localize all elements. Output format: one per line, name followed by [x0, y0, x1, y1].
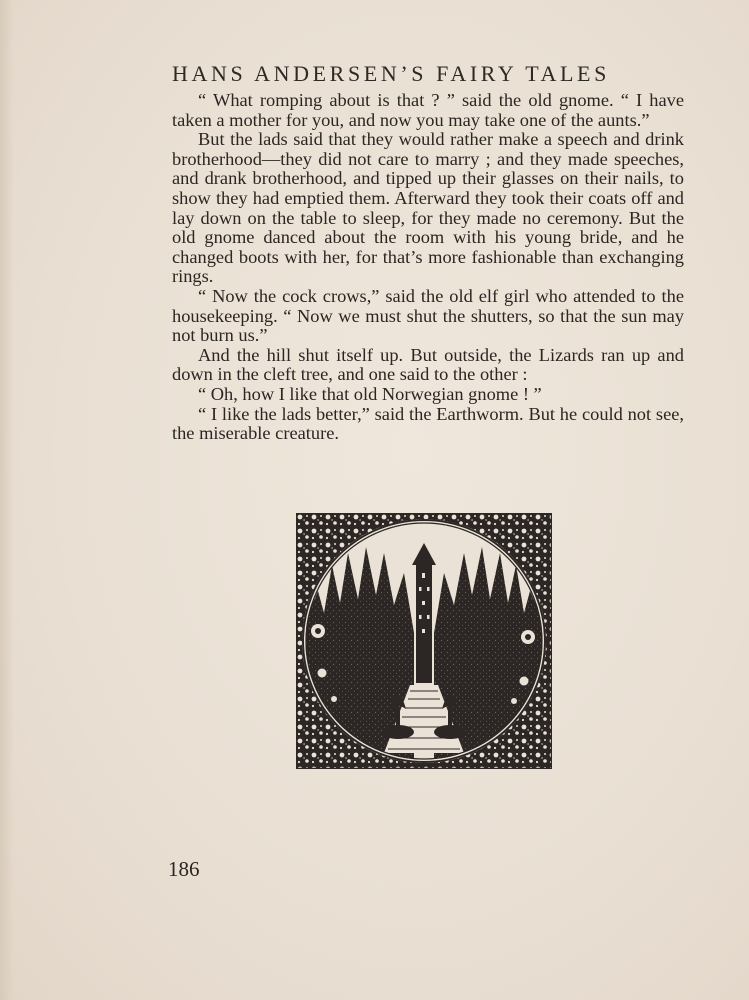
paragraph-3: “ Now the cock crows,” said the old elf girl who attended to the housekeeping. “ Now we must shut the shutters, so that the sun may not burn us.” [172, 285, 684, 346]
binding-gutter-shadow [0, 0, 14, 1000]
paragraph-2: But the lads said that they would rather make a speech and drink brotherhood—they did not care to marry ; and they made speeches, and drank brotherhood, and tipped up their glasses on their nails, to show they had emptied them. Afterward they took their coats off and lay down on the table to sleep, for they made no ceremony. But the old gnome danced about the room with his young bride, and he changed boots with her, for that’s more fashionable than exchanging rings. [172, 129, 684, 287]
paragraph-5: “ Oh, how I like that old Norwegian gnome ! ” [198, 383, 542, 404]
paragraph-6: “ I like the lads better,” said the Earthworm. But he could not see, the miserable creature. [172, 403, 684, 444]
woodcut-illustration [296, 513, 552, 769]
story-text [172, 91, 684, 444]
paragraph-4: And the hill shut itself up. But outside, the Lizards ran up and down in the cleft tree, and one said to the other : [172, 344, 684, 385]
paragraph-1: “ What romping about is that ? ” said the old gnome. “ I have taken a mother for you, and now you may take one of the aunts.” [172, 90, 684, 130]
page-number: 186 [168, 857, 200, 881]
running-head: HANS ANDERSEN’S FAIRY TALES [172, 61, 610, 86]
